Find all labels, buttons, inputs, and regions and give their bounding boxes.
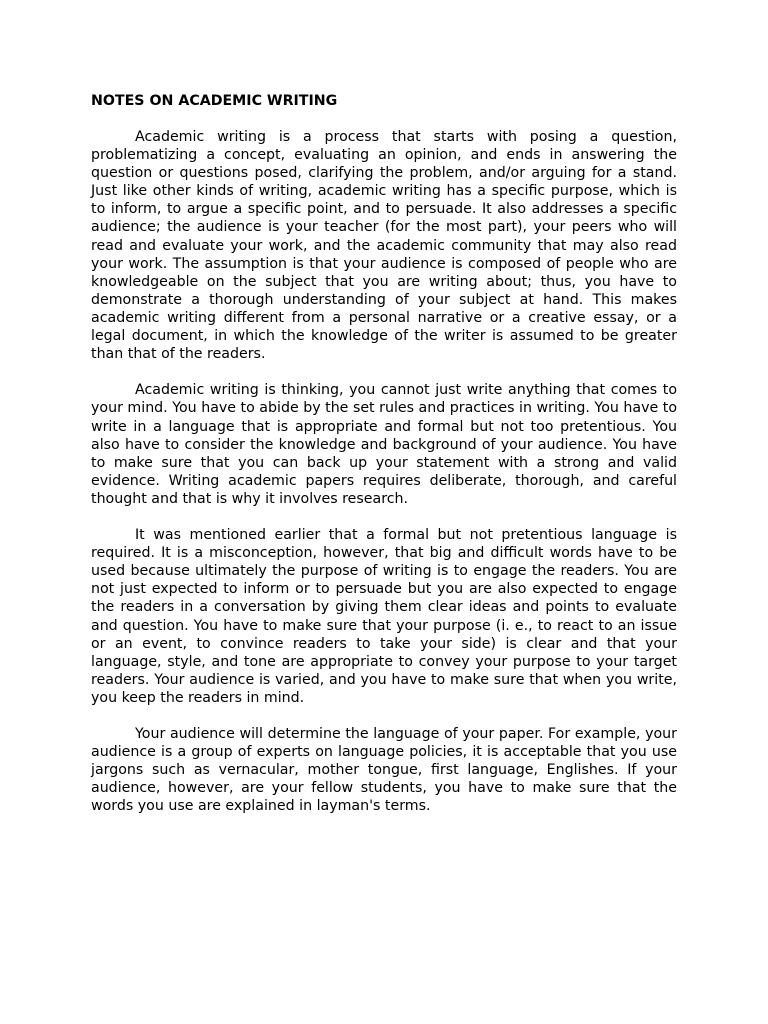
paragraph-2: Academic writing is thinking, you cannot just write anything that comes to your mind. You have to abide by the set rules and practices in writing. You have to write in a language that is appropriate and formal but not too pretentious. You also have to consider the knowledge and background of your audience. You have to make sure that you can back up your statement with a strong and valid evidence. Writing academic papers requires deliberate, thorough, and careful thought and that is why it involves research. bbox=[91, 382, 677, 507]
paragraph-1: Academic writing is a process that starts with posing a question, problematizing a concept, evaluating an opinion, and ends in answering the question or questions posed, clarifying the problem, and/or arguing for a stand. Just like other kinds of writing, academic writing has a specific purpose, which is to inform, to argue a specific point, and to persuade. It also addresses a specific audience; the audience is your teacher (for the most part), your peers who will read and evaluate your work, and the academic community that may also read your work. The assumption is that your audience is composed of people who are knowledgeable on the subject that you are writing about; thus, you have to demonstrate a thorough understanding of your subject at hand. This makes academic writing different from a personal narrative or a creative essay, or a legal document, in which the knowledge of the writer is assumed to be greater than that of the readers. bbox=[91, 129, 677, 363]
document-title: NOTES ON ACADEMIC WRITING bbox=[91, 93, 338, 109]
paragraph-3: It was mentioned earlier that a formal but not pretentious language is required. It is a misconception, however, that big and difficult words have to be used because ultimately the purpose of writing is to engage the readers. You are not just expected to inform or to persuade but you are also expected to engage the readers in a conversation by giving them clear ideas and points to evaluate and question. You have to make sure that your purpose (i. e., to react to an issue or an event, to convince readers to take your side) is clear and that your language, style, and tone are appropriate to convey your purpose to your target readers. Your audience is varied, and you have to make sure that when you write, you keep the readers in mind. bbox=[91, 527, 677, 706]
paragraph-4: Your audience will determine the language of your paper. For example, your audience is a group of experts on language policies, it is acceptable that you use jargons such as vernacular, mother tongue, first language, Englishes. If your audience, however, are your fellow students, you have to make sure that the words you use are explained in layman's terms. bbox=[91, 726, 677, 815]
document-page bbox=[91, 92, 677, 834]
